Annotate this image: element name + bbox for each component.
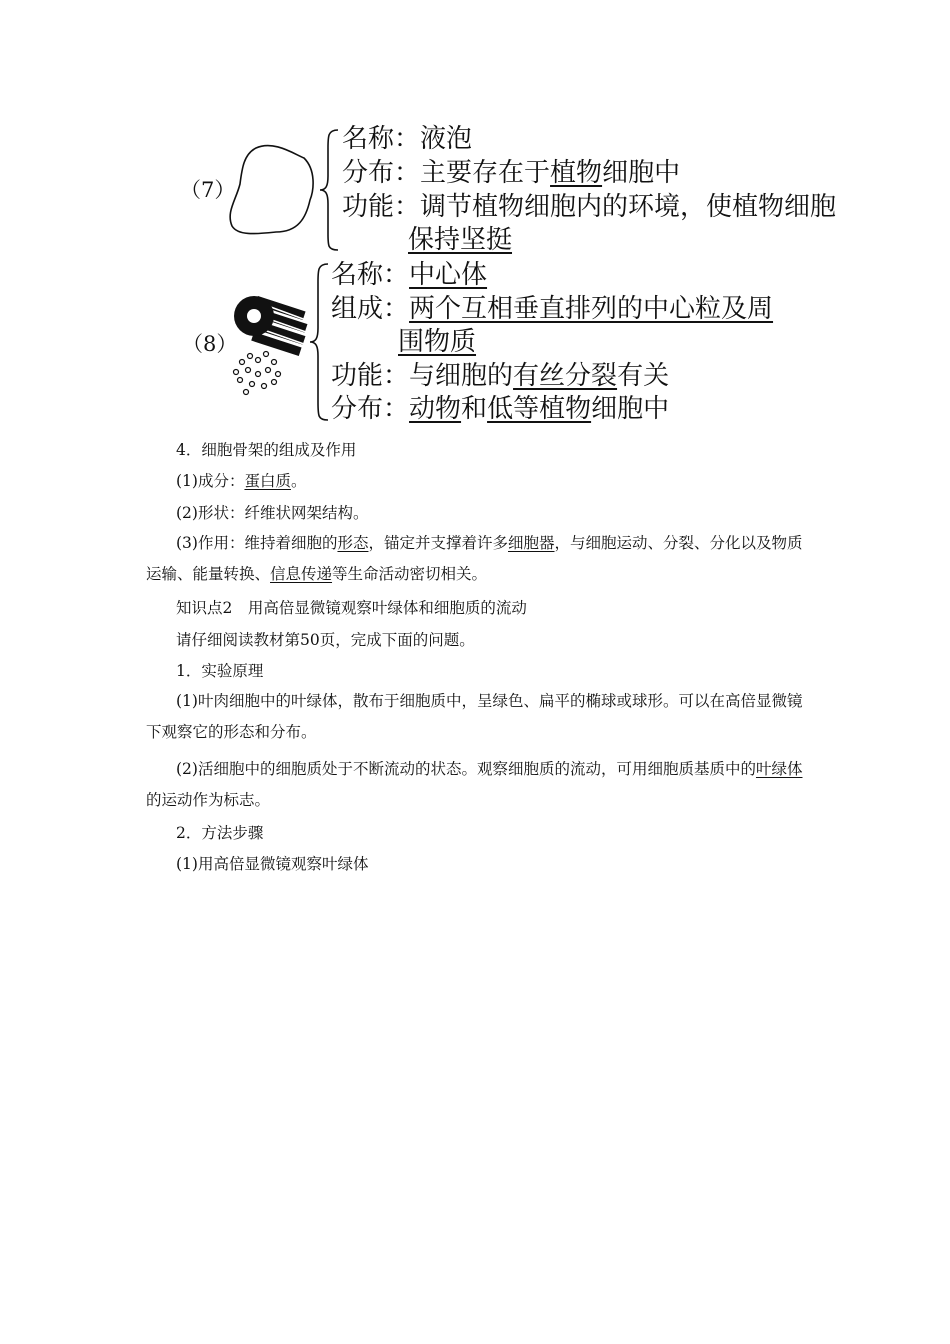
item7-func-row2 (408, 224, 512, 256)
colon: ： (383, 260, 410, 290)
key: 组成 (331, 294, 384, 324)
key: 功能 (342, 192, 395, 222)
key: 名称 (331, 260, 384, 290)
text: 等生命活动密切相关。 (332, 565, 488, 583)
text: 的运动作为标志。 (146, 791, 271, 809)
answer-blank: 植物 (550, 158, 603, 188)
value: 与细胞的 (409, 361, 514, 391)
answer-blank: 围物质 (398, 327, 477, 357)
answer-blank: 信息传递 (270, 565, 333, 583)
item7-label: （7） (180, 178, 236, 202)
item7-func-row (342, 191, 836, 223)
value: 调节植物细胞内的环境，使植物细胞 (420, 192, 837, 222)
value: 细胞中 (602, 158, 681, 188)
knowledge-point-2-intro: 请仔细阅读教材第50页，完成下面的问题。 (176, 631, 475, 649)
key: 功能 (331, 361, 384, 391)
value: 液泡 (420, 124, 473, 154)
key: 分布 (342, 158, 395, 188)
item8-comp-row (331, 293, 773, 325)
section-4-item-2: (2)形状：纤维状网架结构。 (176, 504, 369, 522)
brace-icon (318, 128, 342, 252)
item8-dist-row (331, 393, 669, 425)
item8-name-row (331, 259, 487, 291)
value: 细胞中 (591, 394, 670, 424)
text: ，与细胞运动、分裂、分化以及物质运输、能量转换、 (146, 534, 803, 583)
answer-blank: 叶绿体 (755, 760, 803, 778)
section-4-item-3 (146, 528, 810, 590)
item7-name-row (342, 123, 472, 155)
value: 和 (461, 394, 488, 424)
answer-blank: 保持坚挺 (408, 225, 513, 255)
method-step-1: (1)用高倍显微镜观察叶绿体 (176, 855, 369, 873)
key: 分布 (331, 394, 384, 424)
item7-dist-row (342, 157, 680, 189)
centrosome-icon (228, 282, 316, 398)
text: (1)成分： (176, 472, 245, 490)
brace-icon (308, 262, 332, 422)
text: (2)活细胞中的细胞质处于不断流动的状态。观察细胞质的流动，可用细胞质基质中的 (176, 760, 756, 778)
answer-blank: 形态 (337, 534, 369, 552)
text: 。 (290, 472, 307, 490)
answer-blank: 低等植物 (487, 394, 592, 424)
answer-blank: 动物 (409, 394, 462, 424)
item8-func-row (331, 360, 669, 392)
text: (3)作用：维持着细胞的 (176, 534, 338, 552)
colon: ： (383, 361, 410, 391)
colon: ： (394, 158, 421, 188)
colon: ： (383, 394, 410, 424)
section-4-title: 4．细胞骨架的组成及作用 (176, 441, 357, 459)
colon: ： (394, 124, 421, 154)
colon: ： (394, 192, 421, 222)
answer-blank: 两个互相垂直排列的中心粒及周 (409, 294, 774, 324)
experiment-principle-title: 1．实验原理 (176, 662, 264, 680)
method-steps-title: 2．方法步骤 (176, 824, 264, 842)
answer-blank: 中心体 (409, 260, 488, 290)
section-4-item-1 (176, 470, 307, 492)
vacuole-icon (226, 140, 318, 240)
item8-label: （8） (182, 332, 238, 356)
answer-blank: 细胞器 (508, 534, 555, 552)
answer-blank: 蛋白质 (244, 472, 291, 490)
item8-comp-row2 (398, 326, 476, 358)
text: ，锚定并支撑着许多 (368, 534, 508, 552)
answer-blank: 有丝分裂 (513, 361, 618, 391)
value: 有关 (617, 361, 670, 391)
knowledge-point-2-title: 知识点2 用高倍显微镜观察叶绿体和细胞质的流动 (176, 599, 527, 617)
experiment-principle-1: (1)叶肉细胞中的叶绿体，散布于细胞质中，呈绿色、扁平的椭球或球形。可以在高倍显微镜下观察它的形态和分布。 (146, 692, 803, 741)
experiment-principle-2 (146, 754, 810, 816)
colon: ： (383, 294, 410, 324)
key: 名称 (342, 124, 395, 154)
value: 主要存在于 (420, 158, 551, 188)
